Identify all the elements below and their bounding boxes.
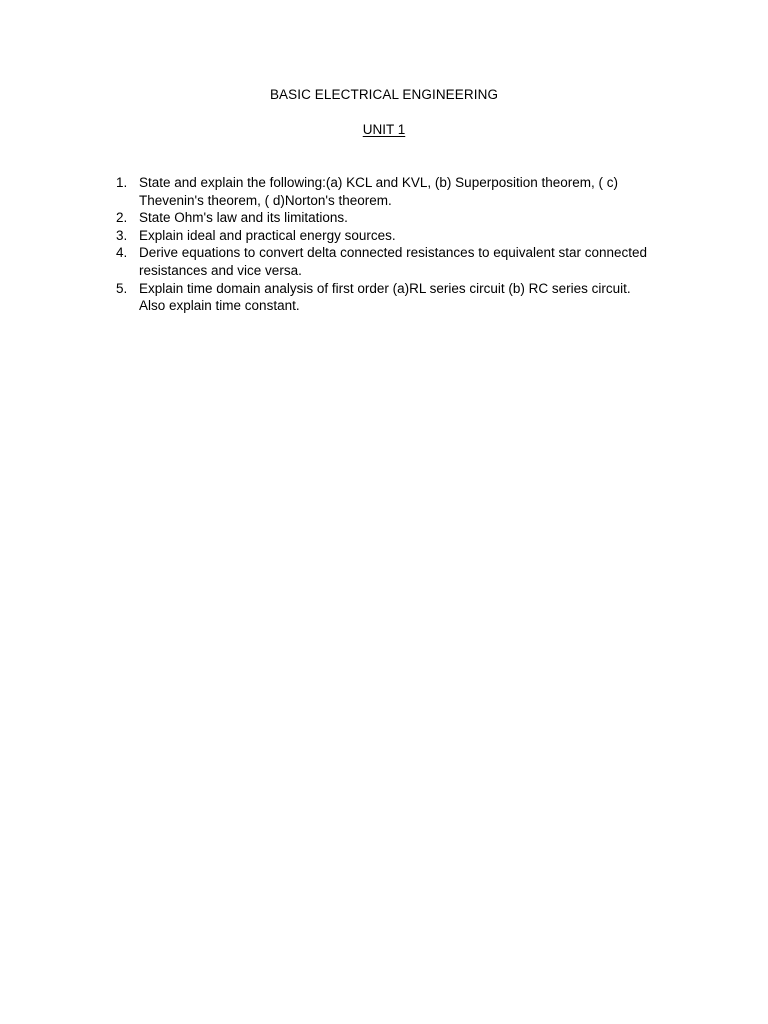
question-text-line: State and explain the following:(a) KCL and KVL, (b) Superposition theorem, ( c) (139, 175, 619, 190)
unit-heading-text: UNIT 1 (362, 122, 406, 137)
question-text-line: Derive equations to convert delta connected resistances to equivalent star connected (139, 245, 648, 261)
question-text-line: Thevenin's theorem, ( d)Norton's theorem. (139, 192, 392, 208)
question-text-line: Explain time domain analysis of first order (a)RL series circuit (b) RC series circuit. (139, 280, 631, 296)
question-number: 1. (116, 175, 128, 190)
question-text-line: State Ohm's law and its limitations. (139, 210, 348, 226)
question-text-line: Explain ideal and practical energy sources. (139, 227, 396, 243)
unit-heading (0, 121, 768, 139)
question-text-line: Also explain time constant. (139, 298, 300, 314)
question-list (112, 174, 692, 315)
question-item-1 (112, 174, 692, 209)
question-item-2 (112, 209, 692, 227)
question-number: 4. (116, 245, 128, 261)
question-number: 3. (116, 227, 128, 243)
question-text-line: resistances and vice versa. (139, 262, 302, 278)
question-number: 5. (116, 280, 128, 296)
document-title: BASIC ELECTRICAL ENGINEERING (269, 87, 499, 102)
question-item-3 (112, 227, 692, 245)
question-number: 2. (116, 210, 128, 226)
question-item-4 (112, 244, 692, 279)
question-item-5 (112, 280, 692, 315)
